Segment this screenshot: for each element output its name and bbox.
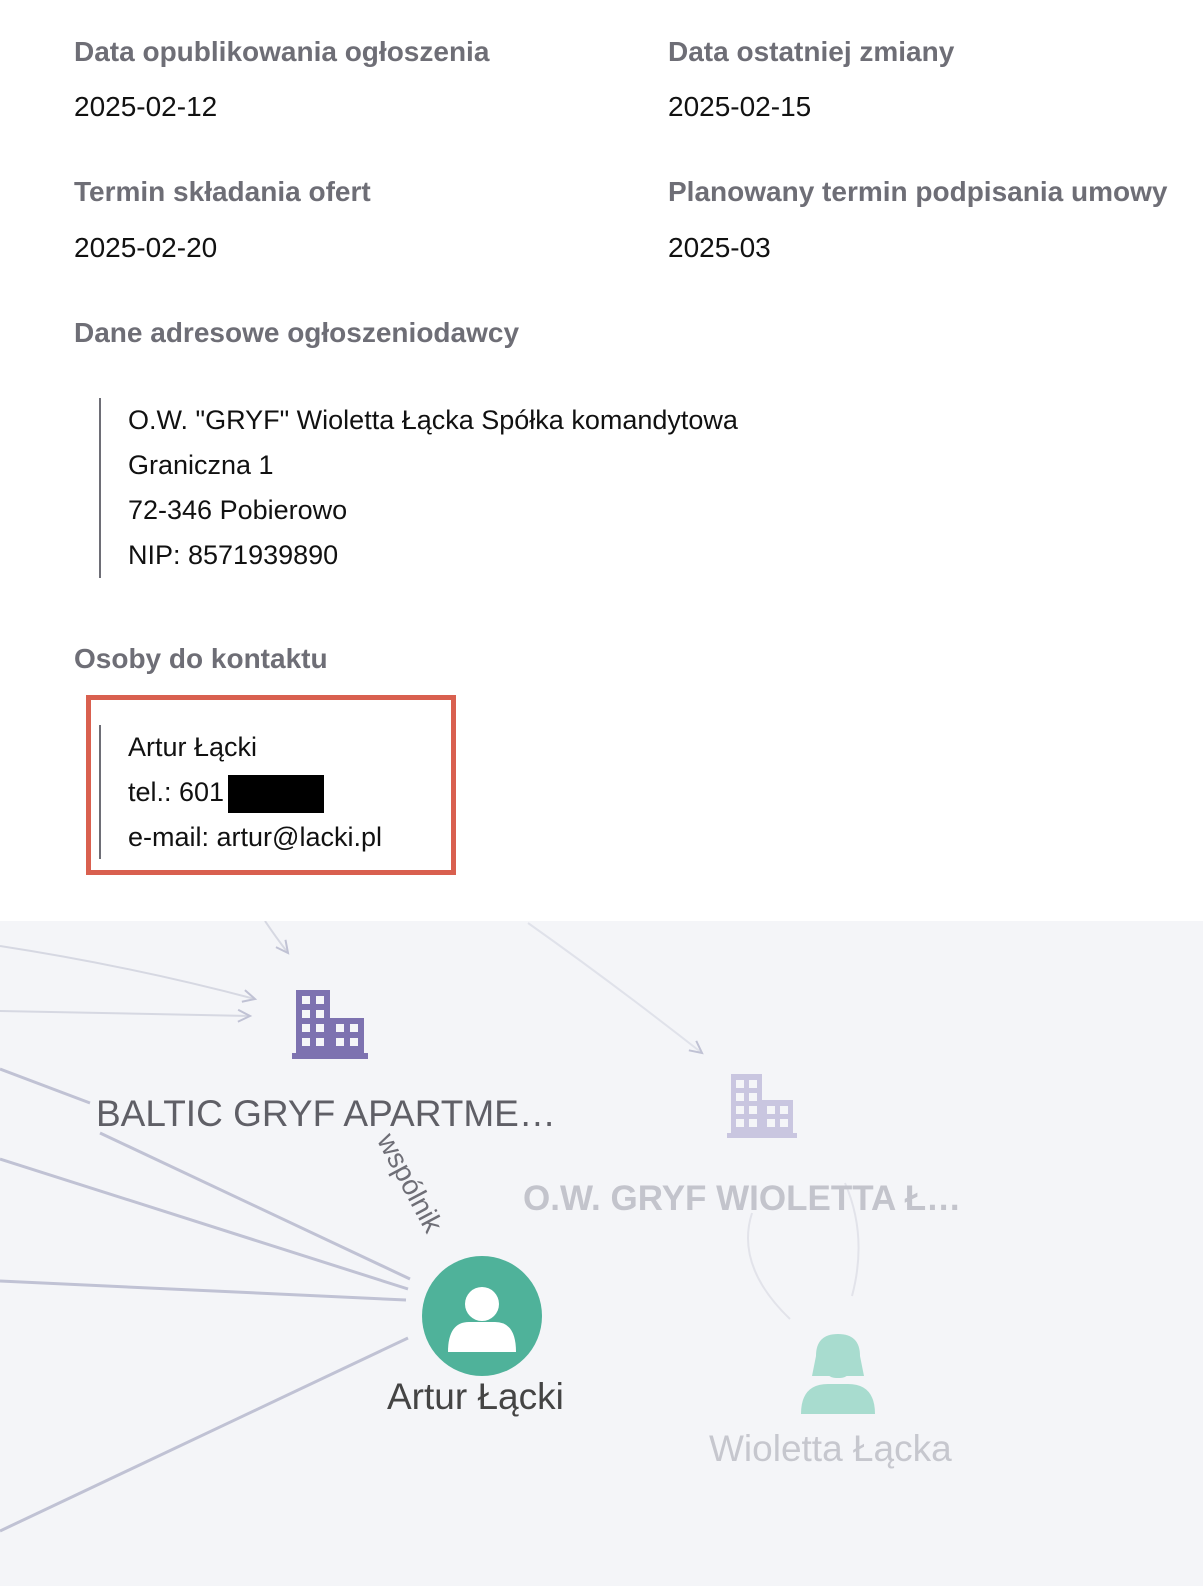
node-label-wioletta[interactable]: Wioletta Łącka: [709, 1428, 952, 1469]
published-date-label: Data opublikowania ogłoszenia: [74, 36, 490, 67]
person-node-artur: [422, 1256, 542, 1376]
graph-edge: [0, 1338, 408, 1531]
relationship-graph[interactable]: [0, 921, 1203, 1586]
contract-date-label: Planowany termin podpisania umowy: [668, 176, 1168, 207]
contact-name: Artur Łącki: [128, 732, 258, 762]
contact-section-label: Osoby do kontaktu: [74, 643, 328, 674]
person-icon-faded: [801, 1334, 875, 1414]
graph-edge: [0, 1281, 406, 1300]
graph-edge: [528, 923, 702, 1053]
company-name: O.W. "GRYF" Wioletta Łącka Spółka komandytowa: [128, 405, 738, 435]
nip-number: NIP: 8571939890: [128, 540, 339, 570]
contact-phone: tel.: 601: [128, 777, 225, 807]
building-icon-faded: [727, 1074, 797, 1138]
offer-deadline-value: 2025-02-20: [74, 232, 218, 263]
graph-edge: [0, 1159, 408, 1289]
edge-label-partner: wspólnik: [371, 1128, 450, 1238]
modified-date-label: Data ostatniej zmiany: [668, 36, 955, 67]
building-icon: [292, 990, 368, 1059]
redaction-bar: [228, 775, 324, 813]
published-date-value: 2025-02-12: [74, 91, 218, 122]
contract-date-value: 2025-03: [668, 232, 771, 263]
node-label-baltic[interactable]: BALTIC GRYF APARTME…: [96, 1093, 556, 1134]
node-label-artur[interactable]: Artur Łącki: [387, 1376, 564, 1417]
address-block: [99, 398, 738, 578]
contact-phone-row: [128, 770, 382, 815]
graph-canvas: [0, 921, 1203, 1586]
graph-edge: [0, 1069, 90, 1103]
contact-block: [99, 725, 382, 859]
node-label-ow-gryf[interactable]: O.W. GRYF WIOLETTA Ł…: [523, 1179, 962, 1218]
modified-date-value: 2025-02-15: [668, 91, 812, 122]
postal-city: 72-346 Pobierowo: [128, 495, 348, 525]
address-section-label: Dane adresowe ogłoszeniodawcy: [74, 317, 520, 348]
offer-deadline-label: Termin składania ofert: [74, 176, 371, 207]
graph-edge: [0, 946, 255, 999]
contact-email[interactable]: e-mail: artur@lacki.pl: [128, 822, 382, 852]
street-address: Graniczna 1: [128, 450, 274, 480]
graph-edge: [748, 1213, 790, 1319]
graph-edge: [0, 1011, 250, 1016]
graph-edge: [265, 921, 288, 953]
